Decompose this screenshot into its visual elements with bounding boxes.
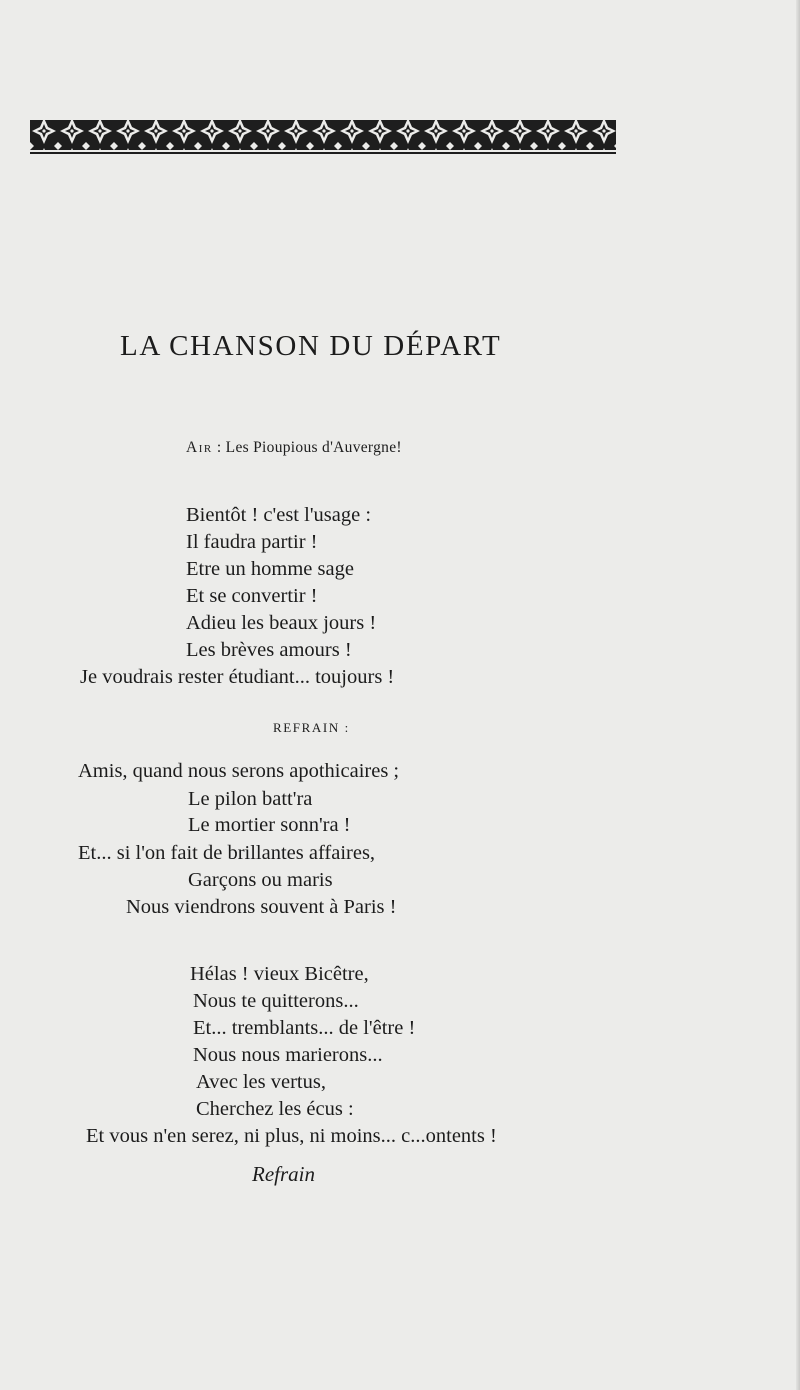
refrain-line: Nous viendrons souvent à Paris ! xyxy=(126,896,397,918)
refrain-line: Le mortier sonn'ra ! xyxy=(188,814,351,836)
refrain-line: Amis, quand nous serons apothicaires ; xyxy=(78,760,400,782)
refrain-repeat-marker: Refrain xyxy=(252,1162,315,1186)
song-title: LA CHANSON DU DÉPART xyxy=(120,330,502,362)
refrain-line: Garçons ou maris xyxy=(188,869,333,891)
verse-line: Je voudrais rester étudiant... toujours ! xyxy=(80,666,395,688)
air-label: Air xyxy=(186,439,213,456)
verse-line: Nous te quitterons... xyxy=(193,990,359,1012)
decorative-border-ornament xyxy=(30,116,616,158)
verse-line: Les brèves amours ! xyxy=(186,639,352,661)
verse-line: Nous nous marierons... xyxy=(193,1044,383,1066)
verse-line: Avec les vertus, xyxy=(196,1071,326,1093)
air-tune-name: Les Pioupious d'Auvergne! xyxy=(225,439,402,456)
verse-line: Et vous n'en serez, ni plus, ni moins... c...ontents ! xyxy=(86,1125,497,1147)
verse-line: Et... tremblants... de l'être ! xyxy=(193,1017,416,1039)
verse-line: Et se convertir ! xyxy=(186,585,318,607)
verse-line: Bientôt ! c'est l'usage : xyxy=(186,504,372,526)
air-separator: : xyxy=(212,439,226,456)
refrain-heading: REFRAIN : xyxy=(273,720,350,735)
refrain-line: Le pilon batt'ra xyxy=(188,788,313,810)
verse-line: Adieu les beaux jours ! xyxy=(186,612,377,634)
verse-line: Hélas ! vieux Bicêtre, xyxy=(190,963,369,985)
verse-line: Il faudra partir ! xyxy=(186,531,318,553)
page-edge xyxy=(796,0,800,1390)
refrain-line: Et... si l'on fait de brillantes affaires, xyxy=(78,842,376,864)
verse-line: Etre un homme sage xyxy=(186,558,354,580)
air-indication xyxy=(186,439,402,457)
verse-line: Cherchez les écus : xyxy=(196,1098,354,1120)
